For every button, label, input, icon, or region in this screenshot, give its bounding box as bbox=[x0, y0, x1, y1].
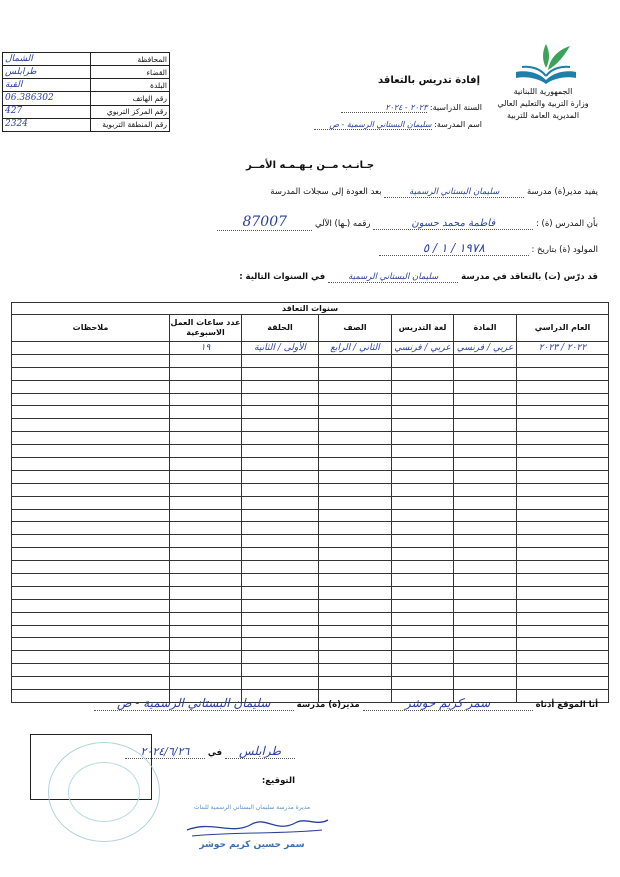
table-row bbox=[12, 445, 609, 458]
table-cell bbox=[242, 638, 319, 651]
table-cell bbox=[454, 638, 517, 651]
table-cell bbox=[319, 561, 392, 574]
table-cell bbox=[454, 380, 517, 393]
table-cell bbox=[454, 509, 517, 522]
table-cell bbox=[242, 535, 319, 548]
table-cell bbox=[454, 599, 517, 612]
table-cell bbox=[454, 354, 517, 367]
table-row bbox=[12, 561, 609, 574]
table-cell bbox=[242, 367, 319, 380]
table-cell bbox=[319, 406, 392, 419]
table-cell bbox=[319, 548, 392, 561]
table-cell bbox=[517, 651, 609, 664]
table-row bbox=[12, 380, 609, 393]
table-cell bbox=[242, 586, 319, 599]
table-cell bbox=[12, 509, 170, 522]
table-cell bbox=[517, 664, 609, 677]
table-cell bbox=[454, 651, 517, 664]
principal-name: سمر كريم حوشر bbox=[363, 696, 533, 711]
table-cell bbox=[319, 625, 392, 638]
table-row bbox=[12, 586, 609, 599]
table-cell bbox=[242, 470, 319, 483]
col-notes: ملاحظات bbox=[12, 315, 170, 342]
table-row bbox=[12, 548, 609, 561]
col-subject: المادة bbox=[454, 315, 517, 342]
table-cell bbox=[517, 548, 609, 561]
table-cell bbox=[454, 406, 517, 419]
table-row bbox=[12, 354, 609, 367]
cell-language: عربي / فرنسي bbox=[392, 342, 454, 355]
body-line-4 bbox=[239, 272, 598, 283]
table-cell bbox=[242, 664, 319, 677]
line1-suffix: بعد العودة إلى سجلات المدرسة bbox=[270, 187, 382, 197]
table-cell bbox=[12, 458, 170, 471]
table-row bbox=[12, 509, 609, 522]
table-row bbox=[12, 535, 609, 548]
table-cell bbox=[392, 664, 454, 677]
table-cell bbox=[12, 548, 170, 561]
line1-prefix: يفيد مدير(ة) مدرسة bbox=[526, 187, 598, 197]
table-cell bbox=[392, 535, 454, 548]
table-cell bbox=[517, 638, 609, 651]
body-line-3 bbox=[379, 241, 598, 256]
table-cell bbox=[12, 599, 170, 612]
table-row bbox=[12, 406, 609, 419]
table-row bbox=[12, 612, 609, 625]
table-cell bbox=[392, 651, 454, 664]
directorate-text: المديرية العامة للتربية bbox=[506, 111, 580, 120]
table-cell bbox=[170, 380, 242, 393]
table-cell bbox=[170, 509, 242, 522]
table-cell bbox=[392, 677, 454, 690]
cell-notes bbox=[12, 342, 170, 355]
table-cell bbox=[170, 612, 242, 625]
table-cell bbox=[242, 354, 319, 367]
table-header-row bbox=[12, 315, 609, 342]
col-class: الصف bbox=[319, 315, 392, 342]
table-cell bbox=[12, 522, 170, 535]
teacher-name: فاطمة محمد حسون bbox=[373, 218, 533, 230]
table-cell bbox=[12, 367, 170, 380]
table-cell bbox=[242, 599, 319, 612]
table-cell bbox=[454, 393, 517, 406]
ministry-text: وزارة التربية والتعليم العالي bbox=[497, 99, 589, 108]
table-cell bbox=[12, 432, 170, 445]
table-cell bbox=[392, 406, 454, 419]
info-value: القبة bbox=[3, 79, 91, 92]
table-cell bbox=[319, 664, 392, 677]
table-cell bbox=[517, 496, 609, 509]
school-year-line bbox=[341, 103, 482, 113]
table-cell bbox=[392, 522, 454, 535]
contract-years-table bbox=[11, 302, 609, 703]
date-value: ٢٠٢٤/٦/٢٦ bbox=[125, 745, 205, 759]
school-name-label: اسم المدرسة: bbox=[434, 120, 482, 129]
table-cell bbox=[517, 535, 609, 548]
table-cell bbox=[517, 393, 609, 406]
cell-cycle: الأولى / الثانية bbox=[242, 342, 319, 355]
table-cell bbox=[392, 354, 454, 367]
table-cell bbox=[170, 354, 242, 367]
table-cell bbox=[12, 406, 170, 419]
table-cell bbox=[392, 419, 454, 432]
table-cell bbox=[392, 483, 454, 496]
table-cell bbox=[392, 638, 454, 651]
table-cell bbox=[170, 599, 242, 612]
table-cell bbox=[517, 599, 609, 612]
table-cell bbox=[517, 509, 609, 522]
table-cell bbox=[319, 470, 392, 483]
table-cell bbox=[242, 483, 319, 496]
table-cell bbox=[319, 574, 392, 587]
school-name-value: سليمان البستاني الرسمية - ص bbox=[314, 120, 432, 130]
table-cell bbox=[319, 483, 392, 496]
table-caption: سنوات التعاقد bbox=[12, 303, 609, 315]
info-value: 2324 bbox=[3, 118, 91, 131]
table-cell bbox=[454, 535, 517, 548]
table-cell bbox=[170, 406, 242, 419]
table-cell bbox=[319, 458, 392, 471]
table-cell bbox=[170, 483, 242, 496]
table-cell bbox=[242, 651, 319, 664]
table-cell bbox=[392, 586, 454, 599]
table-cell bbox=[392, 574, 454, 587]
table-cell bbox=[517, 419, 609, 432]
table-cell bbox=[242, 419, 319, 432]
table-cell bbox=[319, 651, 392, 664]
table-cell bbox=[517, 483, 609, 496]
table-row bbox=[12, 342, 609, 355]
info-label: المحافظة bbox=[90, 53, 169, 66]
cell-class: الثاني / الرابع bbox=[319, 342, 392, 355]
line2-mid: رقمه (ـها) الآلي bbox=[314, 219, 371, 229]
document-title: إفادة تدريس بالتعاقد bbox=[378, 75, 480, 86]
col-year: العام الدراسي bbox=[517, 315, 609, 342]
table-cell bbox=[454, 419, 517, 432]
info-row bbox=[3, 66, 170, 79]
table-cell bbox=[517, 522, 609, 535]
table-cell bbox=[392, 470, 454, 483]
table-cell bbox=[12, 574, 170, 587]
table-cell bbox=[517, 445, 609, 458]
table-cell bbox=[454, 522, 517, 535]
table-row bbox=[12, 367, 609, 380]
table-cell bbox=[517, 586, 609, 599]
ministry-header bbox=[488, 86, 598, 122]
table-cell bbox=[454, 367, 517, 380]
info-label: رقم المنطقة التربوية bbox=[90, 118, 169, 131]
school-year-label: السنة الدراسية: bbox=[429, 103, 482, 112]
table-cell bbox=[454, 625, 517, 638]
table-cell bbox=[242, 496, 319, 509]
info-row bbox=[3, 105, 170, 118]
table-cell bbox=[517, 561, 609, 574]
place-value: طرابلس bbox=[225, 744, 295, 759]
col-hours: عدد ساعات العمل الاسبوعية bbox=[170, 315, 242, 342]
table-cell bbox=[517, 354, 609, 367]
table-cell bbox=[517, 625, 609, 638]
table-cell bbox=[170, 586, 242, 599]
table-cell bbox=[242, 548, 319, 561]
table-cell bbox=[242, 574, 319, 587]
table-cell bbox=[392, 612, 454, 625]
table-cell bbox=[170, 458, 242, 471]
body-line-2 bbox=[217, 214, 598, 231]
table-cell bbox=[517, 470, 609, 483]
table-cell bbox=[517, 406, 609, 419]
table-cell bbox=[454, 470, 517, 483]
table-cell bbox=[12, 638, 170, 651]
table-cell bbox=[12, 586, 170, 599]
table-row bbox=[12, 432, 609, 445]
table-cell bbox=[392, 561, 454, 574]
table-cell bbox=[454, 574, 517, 587]
table-cell bbox=[319, 380, 392, 393]
table-row bbox=[12, 483, 609, 496]
table-cell bbox=[12, 535, 170, 548]
cell-hours: ١٩ bbox=[170, 342, 242, 355]
republic-text: الجمهورية اللبنانية bbox=[513, 87, 573, 96]
table-cell bbox=[12, 483, 170, 496]
table-cell bbox=[454, 664, 517, 677]
line4-suffix: في السنوات التالية : bbox=[239, 272, 326, 282]
printed-name: سمر حسين كريم حوشر bbox=[199, 840, 305, 850]
table-cell bbox=[319, 638, 392, 651]
info-label: القضاء bbox=[90, 66, 169, 79]
table-cell bbox=[242, 406, 319, 419]
school-year-value: ٢٠٢٣ - ٢٠٢٤ bbox=[341, 103, 427, 113]
cell-year: ٢٠٢٢ / ٢٠٢٣ bbox=[517, 342, 609, 355]
table-cell bbox=[242, 625, 319, 638]
table-cell bbox=[12, 380, 170, 393]
info-value: طرابلس bbox=[3, 66, 91, 79]
table-cell bbox=[517, 367, 609, 380]
table-cell bbox=[392, 367, 454, 380]
info-row bbox=[3, 92, 170, 105]
info-row bbox=[3, 53, 170, 66]
addressee-heading: جـانـب مــن يـهـمـه الأمــر bbox=[245, 160, 375, 171]
table-cell bbox=[454, 458, 517, 471]
table-cell bbox=[517, 432, 609, 445]
table-cell bbox=[454, 677, 517, 690]
info-row bbox=[3, 79, 170, 92]
table-cell bbox=[12, 651, 170, 664]
table-cell bbox=[242, 561, 319, 574]
table-cell bbox=[12, 419, 170, 432]
in-label: في bbox=[207, 748, 223, 758]
table-row bbox=[12, 393, 609, 406]
table-cell bbox=[319, 367, 392, 380]
table-cell bbox=[392, 432, 454, 445]
table-cell bbox=[517, 612, 609, 625]
table-cell bbox=[392, 509, 454, 522]
col-language: لغة التدريس bbox=[392, 315, 454, 342]
table-cell bbox=[454, 432, 517, 445]
info-value: 06.386302 bbox=[3, 92, 91, 105]
table-cell bbox=[319, 432, 392, 445]
table-cell bbox=[170, 367, 242, 380]
school-name-line bbox=[314, 120, 482, 130]
table-cell bbox=[392, 393, 454, 406]
table-row bbox=[12, 470, 609, 483]
info-label: رقم الهاتف bbox=[90, 92, 169, 105]
table-cell bbox=[170, 548, 242, 561]
table-cell bbox=[170, 432, 242, 445]
table-cell bbox=[242, 380, 319, 393]
table-row bbox=[12, 625, 609, 638]
table-cell bbox=[12, 445, 170, 458]
seal-inner-ring bbox=[68, 762, 140, 822]
info-label: رقم المركز التربوي bbox=[90, 105, 169, 118]
table-cell bbox=[242, 509, 319, 522]
table-cell bbox=[319, 522, 392, 535]
table-cell bbox=[170, 419, 242, 432]
table-row bbox=[12, 522, 609, 535]
info-row bbox=[3, 118, 170, 131]
info-table bbox=[2, 52, 170, 132]
table-cell bbox=[170, 651, 242, 664]
table-cell bbox=[170, 522, 242, 535]
line2-prefix: بأن المدرس (ة) : bbox=[535, 219, 598, 229]
table-cell bbox=[170, 393, 242, 406]
line4-school: سليمان البستاني الرسمية bbox=[328, 272, 458, 283]
table-row bbox=[12, 664, 609, 677]
table-cell bbox=[454, 483, 517, 496]
table-cell bbox=[319, 586, 392, 599]
table-cell bbox=[242, 458, 319, 471]
principal-school: سليمان البستاني الرسمية - ص bbox=[94, 696, 294, 711]
table-cell bbox=[392, 445, 454, 458]
table-cell bbox=[12, 496, 170, 509]
table-cell bbox=[517, 677, 609, 690]
table-cell bbox=[319, 445, 392, 458]
table-cell bbox=[170, 445, 242, 458]
table-row bbox=[12, 638, 609, 651]
cell-subject: عربي / فرنسي bbox=[454, 342, 517, 355]
table-cell bbox=[392, 380, 454, 393]
table-cell bbox=[392, 458, 454, 471]
table-cell bbox=[454, 548, 517, 561]
table-cell bbox=[242, 393, 319, 406]
birth-date: ١٩٧٨ / ١ / ٥ bbox=[379, 241, 529, 256]
signature-label: التوقيع: bbox=[261, 776, 295, 786]
table-row bbox=[12, 677, 609, 690]
table-cell bbox=[517, 380, 609, 393]
table-cell bbox=[517, 574, 609, 587]
table-cell bbox=[12, 625, 170, 638]
table-cell bbox=[454, 586, 517, 599]
principal-label: مدير(ة) مدرسة bbox=[296, 700, 360, 710]
info-label: البلدة bbox=[90, 79, 169, 92]
table-cell bbox=[319, 535, 392, 548]
table-cell bbox=[170, 470, 242, 483]
table-cell bbox=[12, 561, 170, 574]
table-cell bbox=[170, 496, 242, 509]
ministry-logo-icon bbox=[512, 40, 580, 86]
table-cell bbox=[170, 561, 242, 574]
teacher-id: 87007 bbox=[217, 214, 312, 231]
table-cell bbox=[170, 664, 242, 677]
table-cell bbox=[242, 432, 319, 445]
line3-prefix: المولود (ة) بتاريخ : bbox=[531, 245, 598, 255]
table-cell bbox=[170, 625, 242, 638]
table-cell bbox=[319, 496, 392, 509]
signature-scribble-icon bbox=[182, 810, 332, 840]
table-cell bbox=[319, 393, 392, 406]
table-cell bbox=[12, 470, 170, 483]
table-cell bbox=[392, 496, 454, 509]
table-cell bbox=[319, 612, 392, 625]
footer-line-1 bbox=[94, 696, 598, 711]
table-cell bbox=[170, 638, 242, 651]
body-line-1 bbox=[270, 187, 598, 198]
col-cycle: الحلقة bbox=[242, 315, 319, 342]
table-cell bbox=[517, 458, 609, 471]
line1-school: سليمان البستاني الرسمية bbox=[384, 187, 524, 198]
table-cell bbox=[12, 393, 170, 406]
table-cell bbox=[392, 625, 454, 638]
table-cell bbox=[454, 561, 517, 574]
table-cell bbox=[12, 664, 170, 677]
table-row bbox=[12, 574, 609, 587]
table-cell bbox=[392, 599, 454, 612]
table-cell bbox=[242, 522, 319, 535]
table-cell bbox=[242, 677, 319, 690]
table-row bbox=[12, 651, 609, 664]
table-row bbox=[12, 419, 609, 432]
table-cell bbox=[170, 535, 242, 548]
info-value: الشمال bbox=[3, 53, 91, 66]
table-cell bbox=[242, 612, 319, 625]
table-cell bbox=[12, 612, 170, 625]
table-cell bbox=[319, 419, 392, 432]
line4-prefix: قد درّس (ت) بالتعاقد في مدرسة bbox=[461, 272, 598, 282]
table-cell bbox=[170, 677, 242, 690]
table-row bbox=[12, 599, 609, 612]
undersigned-label: أنا الموقع أدناه bbox=[535, 700, 598, 710]
table-cell bbox=[12, 354, 170, 367]
table-cell bbox=[319, 509, 392, 522]
table-cell bbox=[242, 445, 319, 458]
table-cell bbox=[319, 354, 392, 367]
table-cell bbox=[454, 445, 517, 458]
table-cell bbox=[319, 677, 392, 690]
table-cell bbox=[319, 599, 392, 612]
table-cell bbox=[392, 548, 454, 561]
table-row bbox=[12, 496, 609, 509]
stamp-text: مديرة مدرسة سليمان البستاني الرسمية للبنات bbox=[193, 804, 311, 811]
table-cell bbox=[12, 677, 170, 690]
table-cell bbox=[170, 574, 242, 587]
table-cell bbox=[454, 612, 517, 625]
info-value: 427 bbox=[3, 105, 91, 118]
table-row bbox=[12, 458, 609, 471]
table-cell bbox=[454, 496, 517, 509]
